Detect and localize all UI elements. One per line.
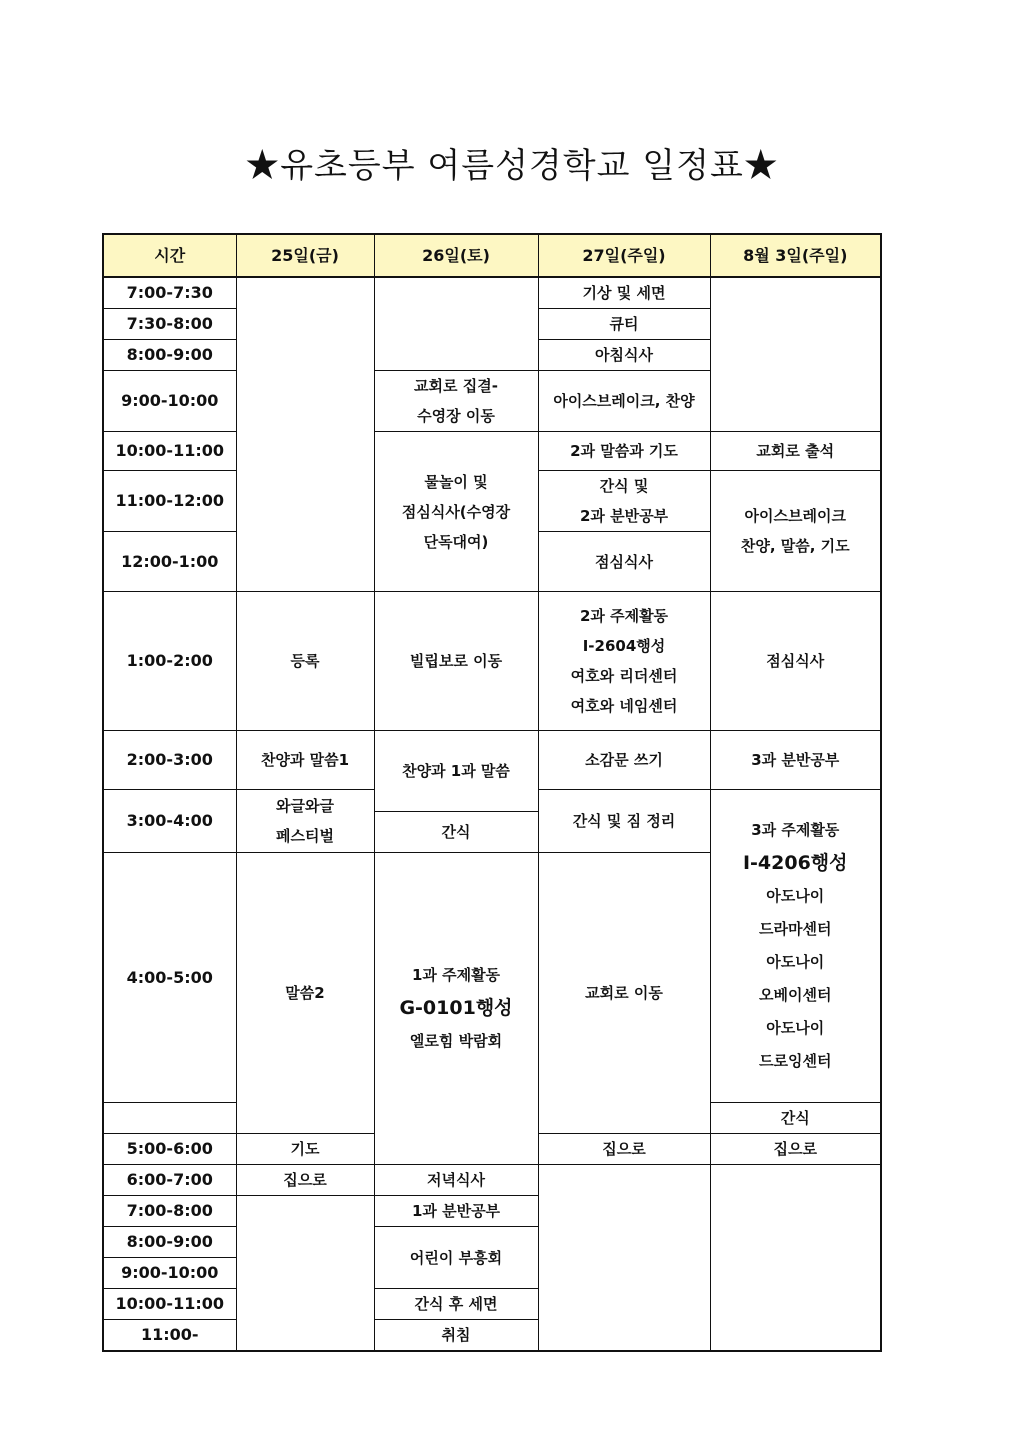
aug3-attend: 교회로 출석: [710, 432, 881, 471]
time-cell: 7:30-8:00: [103, 309, 236, 340]
sat-theme-sub: 엘로힘 박람회: [409, 1032, 503, 1050]
sun27-lesson2: 2과 말씀과 기도: [538, 432, 710, 471]
sat-group: 1과 분반공부: [374, 1196, 538, 1227]
time-cell: 7:00-7:30: [103, 277, 236, 309]
fri-empty-morning: [236, 277, 374, 592]
fri-festival: 와글와글 페스티벌: [236, 790, 374, 853]
sat-sleep: 취침: [374, 1320, 538, 1352]
time-cell: 5:00-6:00: [103, 1134, 236, 1165]
schedule-table: [102, 233, 882, 1352]
sat-dinner: 저녁식사: [374, 1165, 538, 1196]
time-cell: [103, 1103, 236, 1134]
sun27-breakfast: 아침식사: [538, 340, 710, 371]
time-cell: 8:00-9:00: [103, 340, 236, 371]
sun27-home: 집으로: [538, 1134, 710, 1165]
sat-empty-morning: [374, 277, 538, 371]
sat-theme-code: G-0101행성: [399, 997, 513, 1019]
sat-water-play: 물놀이 및 점심식사(수영장 단독대여): [374, 432, 538, 592]
aug3-theme-title: 3과 주제활동: [751, 821, 840, 839]
header-day-25: 25일(금): [236, 234, 374, 277]
time-cell: 4:00-5:00: [103, 853, 236, 1103]
time-cell: 9:00-10:00: [103, 371, 236, 432]
sat-praise: 찬양과 1과 말씀: [374, 731, 538, 812]
time-cell: 12:00-1:00: [103, 532, 236, 592]
sun27-theme: 2과 주제활동 I-2604행성 여호와 리더센터 여호와 네임센터: [538, 592, 710, 731]
sun27-snack-group: 간식 및 2과 분반공부: [538, 471, 710, 532]
header-day-26: 26일(토): [374, 234, 538, 277]
time-cell: 6:00-7:00: [103, 1165, 236, 1196]
time-cell: 10:00-11:00: [103, 1289, 236, 1320]
time-cell: 9:00-10:00: [103, 1258, 236, 1289]
fri-word2: 말씀2: [236, 853, 374, 1134]
aug3-home: 집으로: [710, 1134, 881, 1165]
header-row: [103, 234, 881, 277]
time-cell: 11:00-: [103, 1320, 236, 1352]
time-cell: 7:00-8:00: [103, 1196, 236, 1227]
time-cell: 8:00-9:00: [103, 1227, 236, 1258]
aug3-group3: 3과 분반공부: [710, 731, 881, 790]
sun27-move-church: 교회로 이동: [538, 853, 710, 1134]
aug3-theme: [710, 790, 881, 1103]
sat-theme: [374, 853, 538, 1165]
aug3-empty-night: [710, 1165, 881, 1352]
time-cell: 2:00-3:00: [103, 731, 236, 790]
fri-empty-night: [236, 1196, 374, 1352]
sun27-pack: 간식 및 짐 정리: [538, 790, 710, 853]
header-day-27: 27일(주일): [538, 234, 710, 277]
sun27-essay: 소감문 쓰기: [538, 731, 710, 790]
aug3-icebreak: 아이스브레이크 찬양, 말씀, 기도: [710, 471, 881, 592]
time-cell: 1:00-2:00: [103, 592, 236, 731]
aug3-theme-code: I-4206행성: [742, 852, 848, 874]
sat-snack: 간식: [374, 812, 538, 853]
aug3-theme-centers: 아도나이 드라마센터 아도나이 오베이센터 아도나이 드로잉센터: [759, 887, 832, 1070]
aug3-snack: 간식: [710, 1103, 881, 1134]
fri-home: 집으로: [236, 1165, 374, 1196]
aug3-lunch: 점심식사: [710, 592, 881, 731]
aug3-empty-morning: [710, 277, 881, 432]
sat-theme-title: 1과 주제활동: [411, 966, 501, 984]
time-cell: 10:00-11:00: [103, 432, 236, 471]
sun27-lunch: 점심식사: [538, 532, 710, 592]
fri-register: 등록: [236, 592, 374, 731]
sun27-qt: 큐티: [538, 309, 710, 340]
header-aug-3: 8월 3일(주일): [710, 234, 881, 277]
fri-praise1: 찬양과 말씀1: [236, 731, 374, 790]
fri-prayer: 기도: [236, 1134, 374, 1165]
sat-move: 빌립보로 이동: [374, 592, 538, 731]
sun27-icebreak: 아이스브레이크, 찬양: [538, 371, 710, 432]
header-time: 시간: [103, 234, 236, 277]
sat-gather: 교회로 집결- 수영장 이동: [374, 371, 538, 432]
time-cell: 11:00-12:00: [103, 471, 236, 532]
sat-wash: 간식 후 세면: [374, 1289, 538, 1320]
page-title: ★유초등부 여름성경학교 일정표★: [245, 146, 779, 186]
sat-revival: 어린이 부흥회: [374, 1227, 538, 1289]
sun27-wake: 기상 및 세면: [538, 277, 710, 309]
sun27-empty-night: [538, 1165, 710, 1352]
time-cell: 3:00-4:00: [103, 790, 236, 853]
